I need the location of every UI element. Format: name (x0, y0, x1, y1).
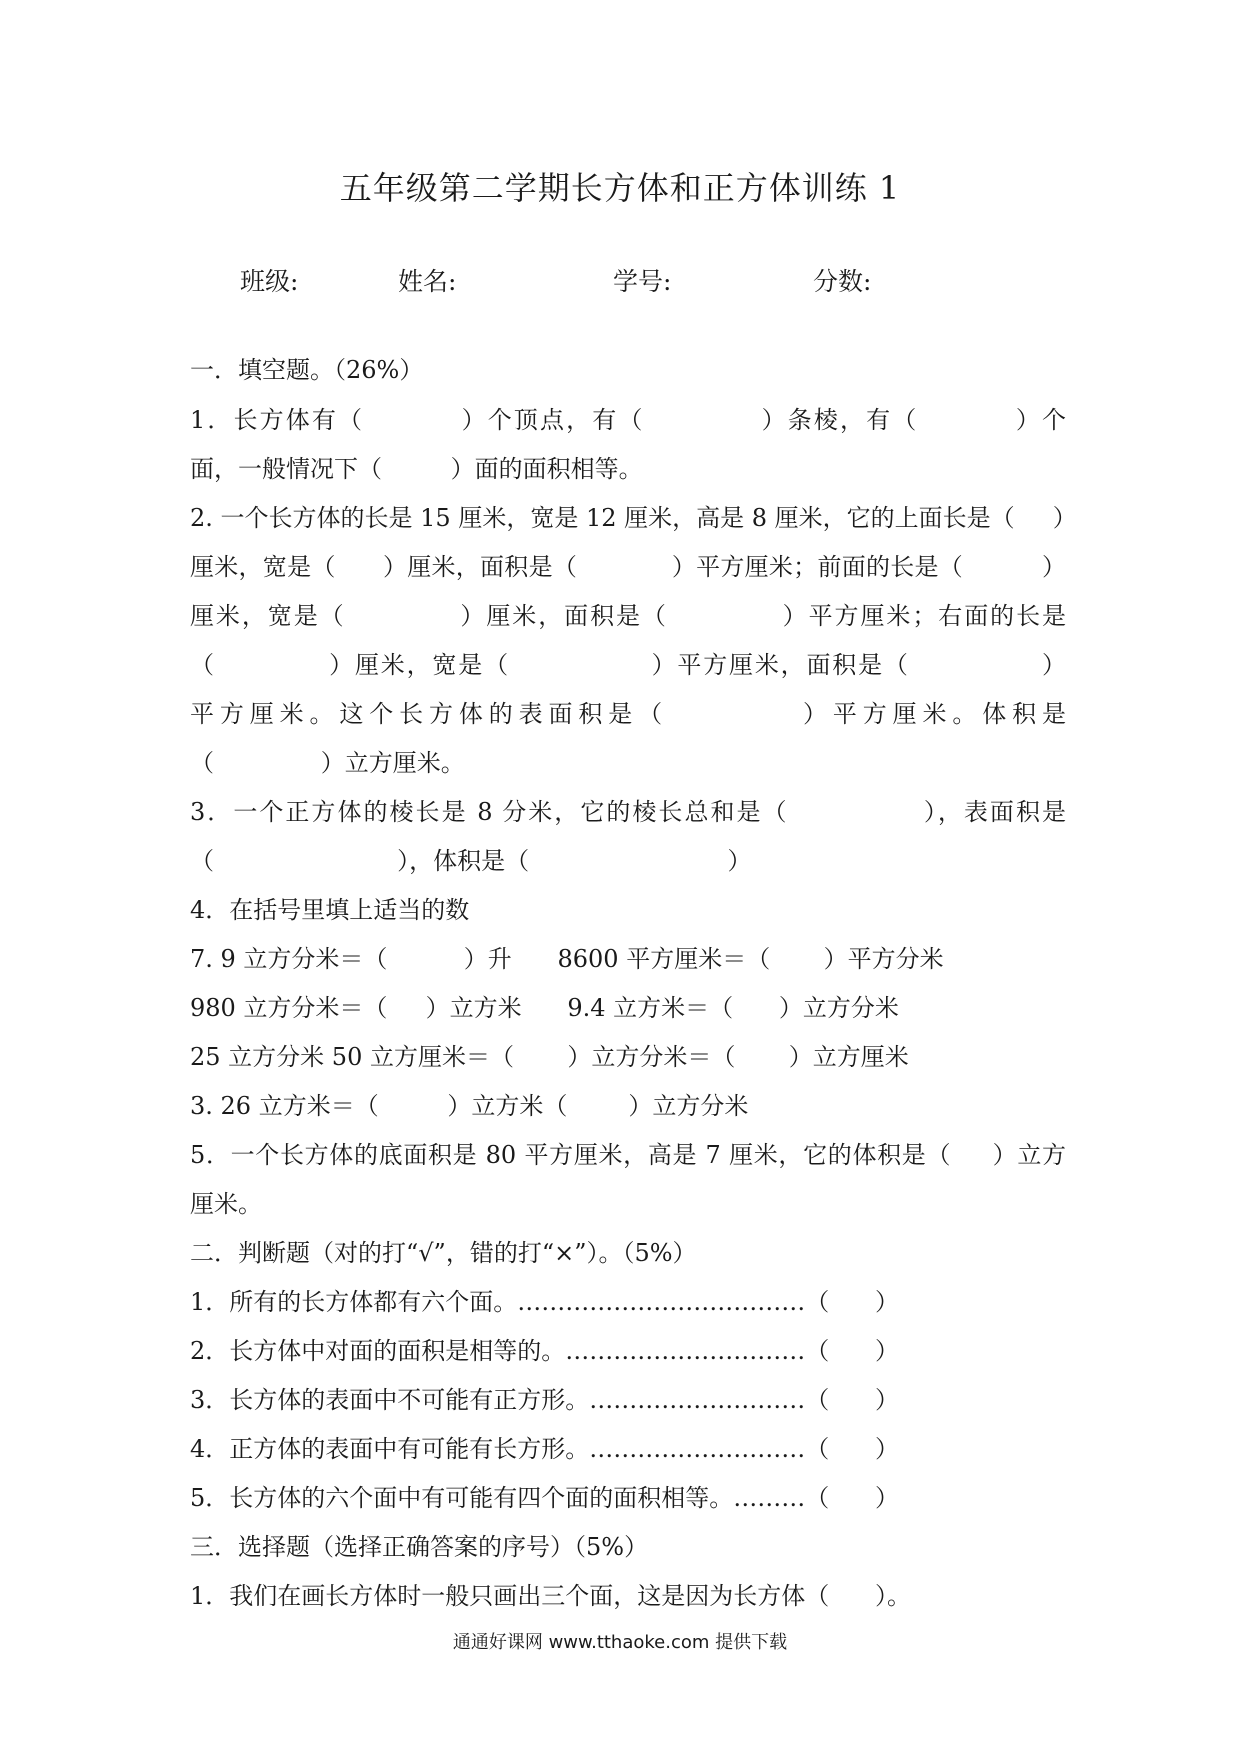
score-label: 分数: (813, 267, 872, 296)
question-line: （ ）厘米，宽是（ ）平方厘米，面积是（ ） (190, 651, 1066, 679)
question-line: 面，一般情况下（ ）面的面积相等。 (190, 455, 643, 483)
choice-item: 1．我们在画长方体时一般只画出三个面，这是因为长方体（ ）。 (190, 1582, 912, 1610)
section-fill-blank-heading: 一．填空题。（26%） (190, 356, 424, 384)
question-line: 厘米，宽是（ ）厘米，面积是（ ）平方厘米；右面的长是 (190, 602, 1066, 630)
question-line: （ ）立方厘米。 (190, 749, 465, 777)
question-line: 厘米，宽是（ ）厘米，面积是（ ）平方厘米；前面的长是（ ） (190, 553, 1066, 581)
question-line: 厘米。 (190, 1190, 262, 1218)
conversion-line: 3. 26 立方米＝（ ）立方米（ ）立方分米 (190, 1092, 749, 1120)
question-line: 平方厘米。这个长方体的表面积是（ ）平方厘米。体积是 (190, 700, 1066, 728)
section-choice-heading: 三．选择题（选择正确答案的序号）（5%） (190, 1533, 649, 1561)
footer-source: 通通好课网 www.tthaoke.com 提供下载 (452, 1632, 788, 1653)
true-false-item: 5．长方体的六个面中有可能有四个面的面积相等。………（ ） (190, 1484, 900, 1512)
section-true-false-heading: 二．判断题（对的打“√”，错的打“×”）。（5%） (190, 1239, 697, 1267)
conversion-line: 25 立方分米 50 立方厘米＝（ ）立方分米＝（ ）立方厘米 (190, 1043, 909, 1071)
question-line: 2. 一个长方体的长是 15 厘米，宽是 12 厘米，高是 8 厘米，它的上面长是（ ） (190, 504, 1077, 532)
class-label: 班级: (240, 267, 299, 296)
true-false-item: 1．所有的长方体都有六个面。………………………………（ ） (190, 1288, 900, 1316)
student-id-label: 学号: (613, 267, 672, 296)
question-line: 5．一个长方体的底面积是 80 平方厘米，高是 7 厘米，它的体积是（ ）立方 (190, 1141, 1066, 1169)
true-false-item: 3．长方体的表面中不可能有正方形。………………………（ ） (190, 1386, 900, 1414)
conversion-line: 980 立方分米＝（ ）立方米 9.4 立方米＝（ ）立方分米 (190, 994, 899, 1022)
page-title: 五年级第二学期长方体和正方体训练 1 (339, 169, 901, 207)
name-label: 姓名: (398, 267, 457, 296)
true-false-item: 4．正方体的表面中有可能有长方形。………………………（ ） (190, 1435, 900, 1463)
true-false-item: 2．长方体中对面的面积是相等的。…………………………（ ） (190, 1337, 900, 1365)
question-line: （ ），体积是（ ） (190, 847, 752, 875)
conversion-line: 7. 9 立方分米＝（ ）升 8600 平方厘米＝（ ）平方分米 (190, 945, 944, 973)
question-line: 1．长方体有（ ）个顶点，有（ ）条棱，有（ ）个 (190, 406, 1066, 434)
question-line: 3．一个正方体的棱长是 8 分米，它的棱长总和是（ ），表面积是 (190, 798, 1066, 826)
question-line: 4．在括号里填上适当的数 (190, 896, 470, 924)
